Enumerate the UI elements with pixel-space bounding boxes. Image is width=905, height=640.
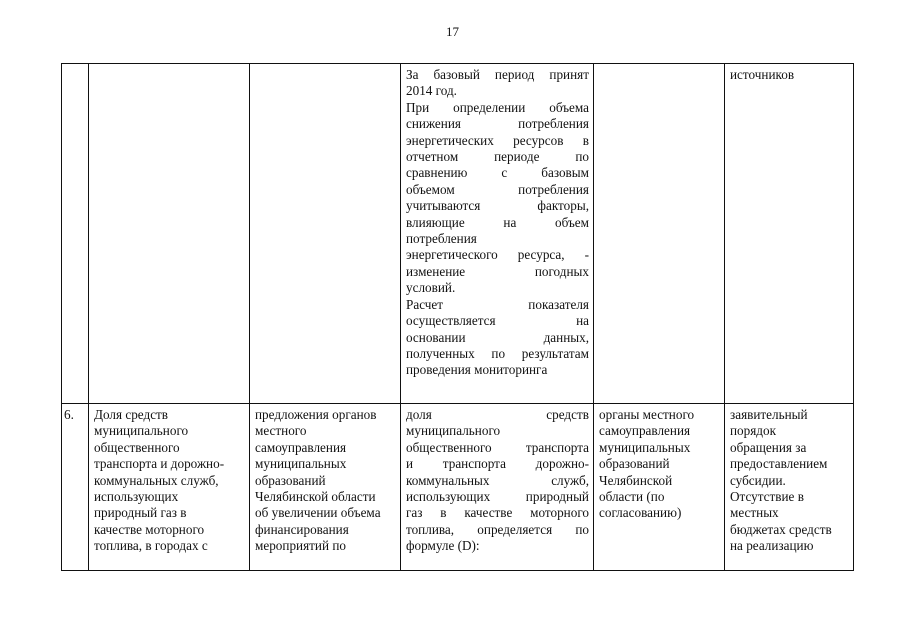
- table-row: [62, 404, 854, 571]
- method-text-line: газ в качестве моторного: [406, 505, 589, 521]
- method-text-line: осуществляется на: [406, 313, 589, 329]
- cell-text-line: Доля средств: [94, 407, 169, 422]
- method-text-line: коммунальных служб,: [406, 472, 589, 488]
- method-paragraph: [406, 407, 589, 555]
- cell-text-line: общественного: [94, 439, 180, 455]
- cell-text-line: качестве моторного: [94, 521, 205, 537]
- cell-text-line: использующих: [94, 489, 179, 505]
- cell-text-line: финансирования: [255, 521, 349, 537]
- method-text-line: использующих природный: [406, 489, 589, 505]
- row-number-cell: [62, 404, 89, 571]
- cell-text-line: обращения за: [730, 439, 807, 455]
- method-text-line: доля средств: [406, 407, 589, 422]
- cell-text-line: самоуправления: [599, 423, 691, 439]
- cell-text-line: мероприятий по: [255, 538, 346, 554]
- method-text-line: сравнению с базовым: [406, 165, 589, 181]
- method-text-line: снижения потребления: [406, 116, 589, 132]
- cell-text-line: Челябинской области: [255, 489, 376, 505]
- method-text-line: общественного транспорта: [406, 439, 589, 455]
- cell-text-line: муниципального: [94, 423, 189, 439]
- cell-text-line: образований: [599, 456, 670, 472]
- cell-text-line: об увеличении объема: [255, 505, 381, 521]
- method-text-line: изменение погодных: [406, 263, 589, 279]
- cell-text-line: самоуправления: [255, 439, 347, 455]
- cell-text-line: природный газ в: [94, 505, 187, 521]
- cell-text-line: бюджетах средств: [730, 521, 832, 537]
- cell-text-line: Отсутствие в: [730, 489, 804, 505]
- method-text-line: полученных по результатам: [406, 345, 589, 361]
- risks-cell: [725, 64, 854, 404]
- method-text-line: учитываются факторы,: [406, 198, 589, 214]
- method-text-line: топлива, определяется по: [406, 521, 589, 537]
- indicator-name-cell: [89, 404, 250, 571]
- responsible-body-cell: [594, 404, 725, 571]
- cell-text-line: субсидии.: [730, 472, 786, 488]
- method-text-line: При определении объема: [406, 99, 589, 115]
- cell-text-line: местного: [255, 423, 307, 439]
- method-text-line: Расчет показателя: [406, 296, 589, 312]
- method-text-line: энергетического ресурса, -: [406, 247, 589, 263]
- data-source-cell: [250, 64, 401, 404]
- cell-text-line: порядок: [730, 423, 777, 439]
- table-row: [62, 64, 854, 404]
- calculation-method-cell: [401, 404, 594, 571]
- method-text-line: условий.: [406, 280, 456, 296]
- cell-text-line: Челябинской: [599, 472, 673, 488]
- cell-text-line: транспорта и дорожно-: [94, 456, 225, 472]
- cell-text-line: на реализацию: [730, 538, 814, 554]
- method-text-line: объемом потребления: [406, 181, 589, 197]
- method-text-line: основании данных,: [406, 329, 589, 345]
- method-text-line: отчетном периоде по: [406, 149, 589, 165]
- cell-text-line: муниципальных: [255, 456, 347, 472]
- risks-cell: [725, 404, 854, 571]
- cell-text-line: области (по: [599, 489, 665, 505]
- responsible-body-cell: [594, 64, 725, 404]
- method-text-line: 2014 год.: [406, 83, 457, 99]
- method-text-line: и транспорта дорожно-: [406, 456, 589, 472]
- method-text-line: энергетических ресурсов в: [406, 132, 589, 148]
- cell-text-line: согласованию): [599, 505, 682, 521]
- method-text-line: потребления: [406, 231, 477, 247]
- cell-text-line: заявительный: [730, 407, 808, 422]
- cell-text-line: топлива, в городах с: [94, 538, 208, 554]
- indicators-table: [61, 63, 854, 571]
- method-text-line: влияющие на объем: [406, 214, 589, 230]
- calculation-method-cell: [401, 64, 594, 404]
- method-paragraph: [406, 100, 589, 297]
- cell-text-line: предоставлением: [730, 456, 828, 472]
- cell-text-line: муниципальных: [599, 439, 691, 455]
- indicator-name-cell: [89, 64, 250, 404]
- data-source-cell: [250, 404, 401, 571]
- cell-text-line: образований: [255, 472, 326, 488]
- cell-text-line: предложения органов: [255, 407, 377, 422]
- cell-text-line: органы местного: [599, 407, 695, 422]
- method-text-line: проведения мониторинга: [406, 362, 548, 378]
- page-number: 17: [446, 24, 459, 39]
- cell-text-line: источников: [730, 67, 795, 82]
- method-text-line: муниципального: [406, 423, 501, 439]
- method-text-line: За базовый период принят: [406, 67, 589, 82]
- row-number: 6.: [64, 407, 74, 422]
- method-paragraph: [406, 67, 589, 100]
- method-paragraph: [406, 297, 589, 379]
- method-text-line: формуле (D):: [406, 538, 480, 554]
- row-number-cell: [62, 64, 89, 404]
- cell-text-line: местных: [730, 505, 779, 521]
- cell-text-line: коммунальных служб,: [94, 472, 219, 488]
